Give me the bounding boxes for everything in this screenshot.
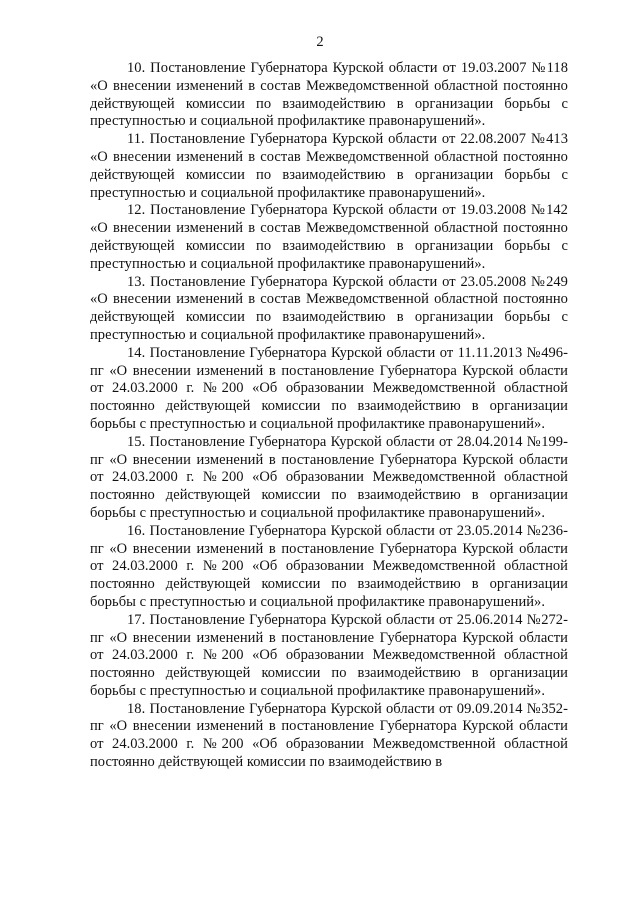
list-item: 11. Постановление Губернатора Курской области от 22.08.2007 №413 «О внесении изменений в состав Межведомственной областной постоянно действующей комиссии по взаимодействию в организации борьбы с преступностью и социальной профилактике правонарушений».	[90, 131, 568, 201]
list-item: 17. Постановление Губернатора Курской области от 25.06.2014 №272-пг «О внесении изменений в постановление Губернатора Курской области от 24.03.2000 г. №200 «Об образовании Межведомственной областной постоянно действующей комиссии по взаимодействию в организации борьбы с преступностью и социальной профилактике правонарушений».	[90, 611, 568, 699]
document-body	[90, 60, 568, 772]
list-item: 14. Постановление Губернатора Курской области от 11.11.2013 №496-пг «О внесении изменений в постановление Губернатора Курской области от 24.03.2000 г. №200 «Об образовании Межведомственной областной постоянно действующей комиссии по взаимодействию в организации борьбы с преступностью и социальной профилактике правонарушений».	[90, 344, 568, 432]
page-number: 2	[316, 34, 324, 50]
list-item: 16. Постановление Губернатора Курской области от 23.05.2014 №236-пг «О внесении изменений в постановление Губернатора Курской области от 24.03.2000 г. №200 «Об образовании Межведомственной областной постоянно действующей комиссии по взаимодействию в организации борьбы с преступностью и социальной профилактике правонарушений».	[90, 522, 568, 610]
list-item: 15. Постановление Губернатора Курской области от 28.04.2014 №199-пг «О внесении изменений в постановление Губернатора Курской области от 24.03.2000 г. №200 «Об образовании Межведомственной областной постоянно действующей комиссии по взаимодействию в организации борьбы с преступностью и социальной профилактике правонарушений».	[90, 433, 568, 521]
list-item: 10. Постановление Губернатора Курской области от 19.03.2007 №118 «О внесении изменений в состав Межведомственной областной постоянно действующей комиссии по взаимодействию в организации борьбы с преступностью и социальной профилактике правонарушений».	[90, 60, 568, 130]
list-item: 12. Постановление Губернатора Курской области от 19.03.2008 №142 «О внесении изменений в состав Межведомственной областной постоянно действующей комиссии по взаимодействию в организации борьбы с преступностью и социальной профилактике правонарушений».	[90, 202, 568, 272]
list-item: 13. Постановление Губернатора Курской области от 23.05.2008 №249 «О внесении изменений в состав Межведомственной областной постоянно действующей комиссии по взаимодействию в организации борьбы с преступностью и социальной профилактике правонарушений».	[90, 273, 568, 343]
list-item: 18. Постановление Губернатора Курской области от 09.09.2014 №352-пг «О внесении изменений в постановление Губернатора Курской области от 24.03.2000 г. №200 «Об образовании Межведомственной областной постоянно действующей комиссии по взаимодействию в	[90, 700, 568, 771]
